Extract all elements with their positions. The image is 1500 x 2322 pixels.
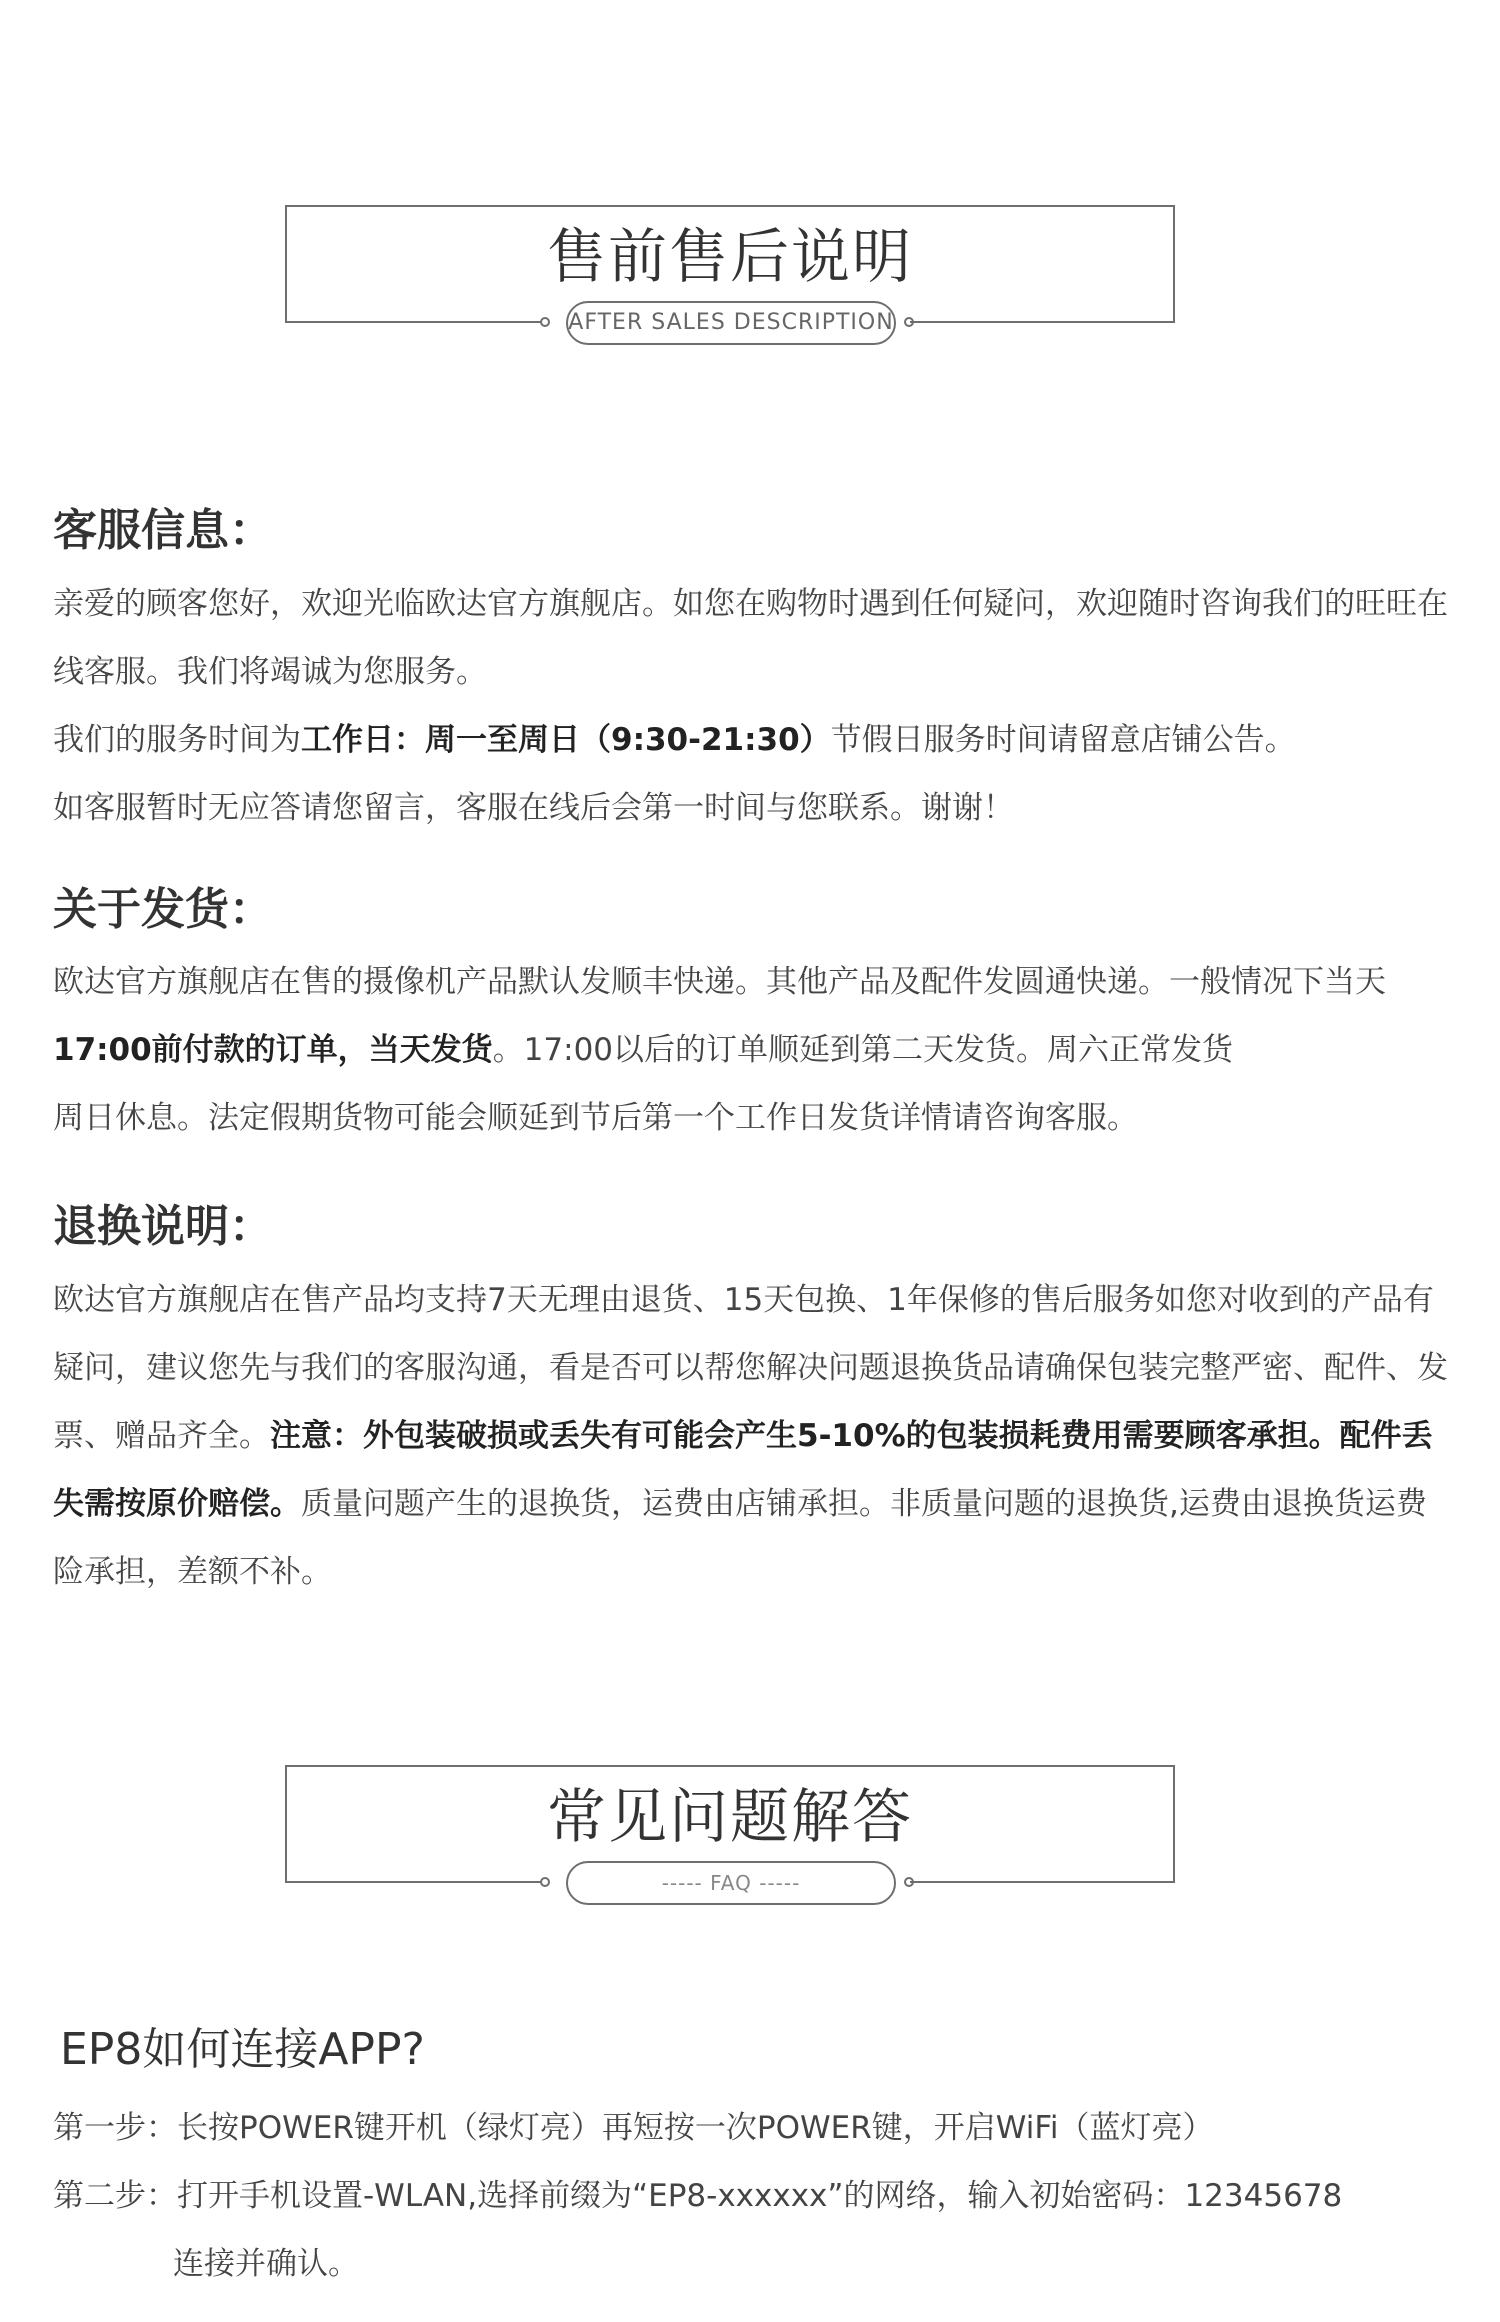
- shipping-paragraph-1: [53, 948, 1453, 1084]
- step-2-text: 打开手机设置-WLAN,选择前缀为“EP8-xxxxxx”的网络，输入初始密码：12345678: [177, 2178, 1343, 2214]
- returns-notice-bold: 注意：外包装破损或丢失有可能会产生5-10%的包装损耗费用需要顾客承担。配件丢失需按原价赔偿。: [53, 1418, 1433, 1522]
- title-dot-left-icon: [540, 317, 550, 327]
- faq-subtitle: ----- FAQ -----: [566, 1861, 896, 1905]
- faq-question: EP8如何连接APP?: [60, 2024, 425, 2075]
- shipping-heading: 关于发货：: [53, 884, 273, 935]
- faq-title-box: [285, 1765, 1175, 1895]
- customer-service-paragraph-3: 如客服暂时无应答请您留言，客服在线后会第一时间与您联系。谢谢！: [53, 790, 1014, 826]
- customer-service-heading: 客服信息：: [53, 505, 273, 556]
- shipping-intro: 欧达官方旗舰店在售的摄像机产品默认发顺丰快递。其他产品及配件发圆通快递。一般情况下当天: [53, 964, 1386, 1000]
- service-hours-note: 节假日服务时间请留意店铺公告。: [830, 722, 1296, 758]
- returns-heading: 退换说明：: [53, 1201, 273, 1252]
- after-sales-subtitle: AFTER SALES DESCRIPTION: [566, 301, 896, 345]
- title-rule-right: [910, 321, 1175, 323]
- returns-paragraph: [53, 1266, 1453, 1606]
- step-1-text: 长按POWER键开机（绿灯亮）再短按一次POWER键，开启WiFi（蓝灯亮）: [177, 2110, 1214, 2146]
- faq-title: 常见问题解答: [546, 1782, 913, 1851]
- customer-service-paragraph-1: 亲爱的顾客您好，欢迎光临欧达官方旗舰店。如您在购物时遇到任何疑问，欢迎随时咨询我们的旺旺在线客服。我们将竭诚为您服务。: [53, 586, 1448, 690]
- title-rule-left: [285, 321, 542, 323]
- after-sales-title: 售前售后说明: [546, 222, 913, 291]
- faq-rule-left: [285, 1881, 542, 1883]
- step-1-label: 第一步：: [53, 2110, 177, 2146]
- service-hours-bold: 工作日：周一至周日（9:30-21:30）: [301, 722, 831, 758]
- faq-rule-right: [910, 1881, 1175, 1883]
- returns-policy: 欧达官方旗舰店在售产品均支持7天无理由退货、15天包换、1年保修的售后服务如您对收到的产品有疑问，建议您先与我们的客服沟通，看是否可以帮您解决问题退换货品请确保包装完整严密、配件、发票、赠品齐全。: [53, 1282, 1448, 1454]
- returns-shipping-fee: 质量问题产生的退换货，运费由店铺承担。非质量问题的退换货,运费由退换货运费险承担，差额不补。: [53, 1486, 1427, 1590]
- faq-step-1: [53, 2094, 1463, 2162]
- service-hours-intro: 我们的服务时间为: [53, 722, 301, 758]
- customer-service-paragraph-2: [53, 706, 1453, 774]
- shipping-paragraph-2: 周日休息。法定假期货物可能会顺延到节后第一个工作日发货详情请咨询客服。: [53, 1100, 1138, 1136]
- faq-step-2: [53, 2162, 1463, 2298]
- shipping-cutoff-bold: 17:00前付款的订单，当天发货: [53, 1032, 493, 1068]
- step-2-continuation: 连接并确认。: [173, 2246, 359, 2282]
- faq-dot-left-icon: [540, 1877, 550, 1887]
- shipping-after: 。17:00以后的订单顺延到第二天发货。周六正常发货: [492, 1032, 1234, 1068]
- step-2-label: 第二步：: [53, 2178, 177, 2214]
- after-sales-title-box: [285, 205, 1175, 335]
